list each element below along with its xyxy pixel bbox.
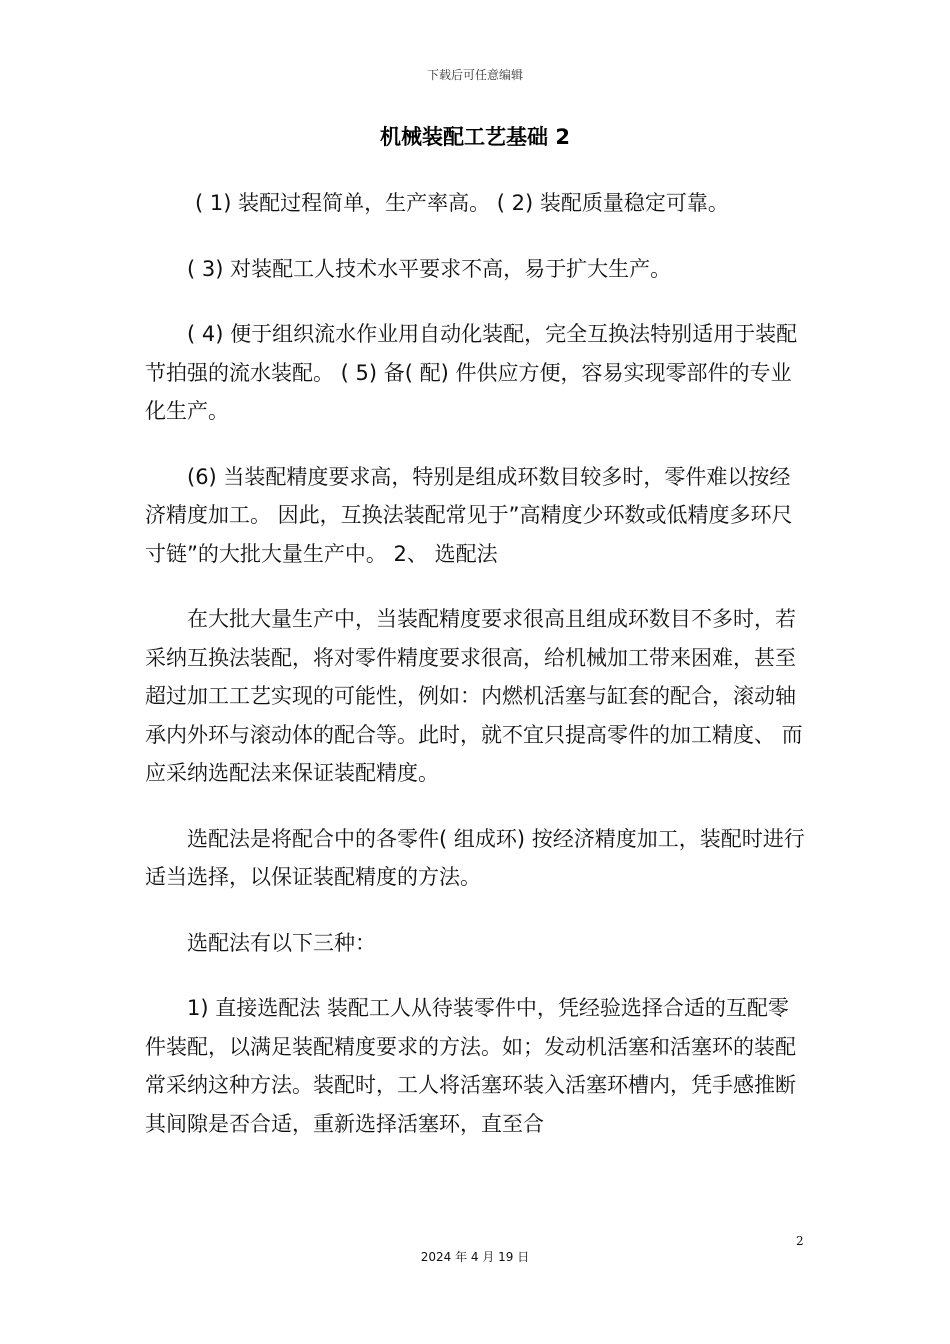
paragraph-6: 选配法是将配合中的各零件( 组成环) 按经济精度加工，装配时进行适当选择，以保证装配精度的方法。 bbox=[145, 826, 805, 889]
document-title: 机械装配工艺基础 2 bbox=[380, 125, 570, 149]
document-body bbox=[145, 184, 805, 1170]
header-note: 下载后可任意编辑 bbox=[426, 68, 523, 82]
paragraph-4: (6) 当装配精度要求高，特别是组成环数目较多时，零件难以按经济精度加工。 因此，互换法装配常见于”高精度少环数或低精度多环尺寸链”的大批大量生产中。 2、 选配法 bbox=[145, 464, 793, 566]
paragraph-3: ( 4) 便于组织流水作业用自动化装配，完全互换法特别适用于装配节拍强的流水装配。 ( 5) 备( 配) 件供应方便，容易实现零部件的专业化生产。 bbox=[145, 322, 798, 423]
paragraph-2: ( 3) 对装配工人技术水平要求不高，易于扩大生产。 bbox=[187, 256, 672, 281]
footer-date: 2024 年 4 月 19 日 bbox=[420, 1250, 530, 1264]
page-number: 2 bbox=[796, 1234, 804, 1248]
paragraph-8: 1) 直接选配法 装配工人从待装零件中，凭经验选择合适的互配零件装配，以满足装配精度要求的方法。如；发动机活塞和活塞环的装配常采纳这种方法。装配时，工人将活塞环装入活塞环槽内，凭手感推断其间隙是否合适，重新选择活塞环，直至合 bbox=[145, 996, 796, 1136]
paragraph-5: 在大批大量生产中，当装配精度要求很高且组成环数目不多时，若采纳互换法装配，将对零件精度要求很高，给机械加工带来困难，甚至超过加工工艺实现的可能性，例如：内燃机活塞与缸套的配合，滚动轴承内外环与滚动体的配合等。此时，就不宜只提高零件的加工精度、 而应采纳选配法来保证装配精度。 bbox=[145, 607, 803, 785]
paragraph-7: 选配法有以下三种： bbox=[187, 930, 376, 955]
paragraph-1: ( 1) 装配过程简单，生产率高。 ( 2) 装配质量稳定可靠。 bbox=[195, 191, 729, 215]
